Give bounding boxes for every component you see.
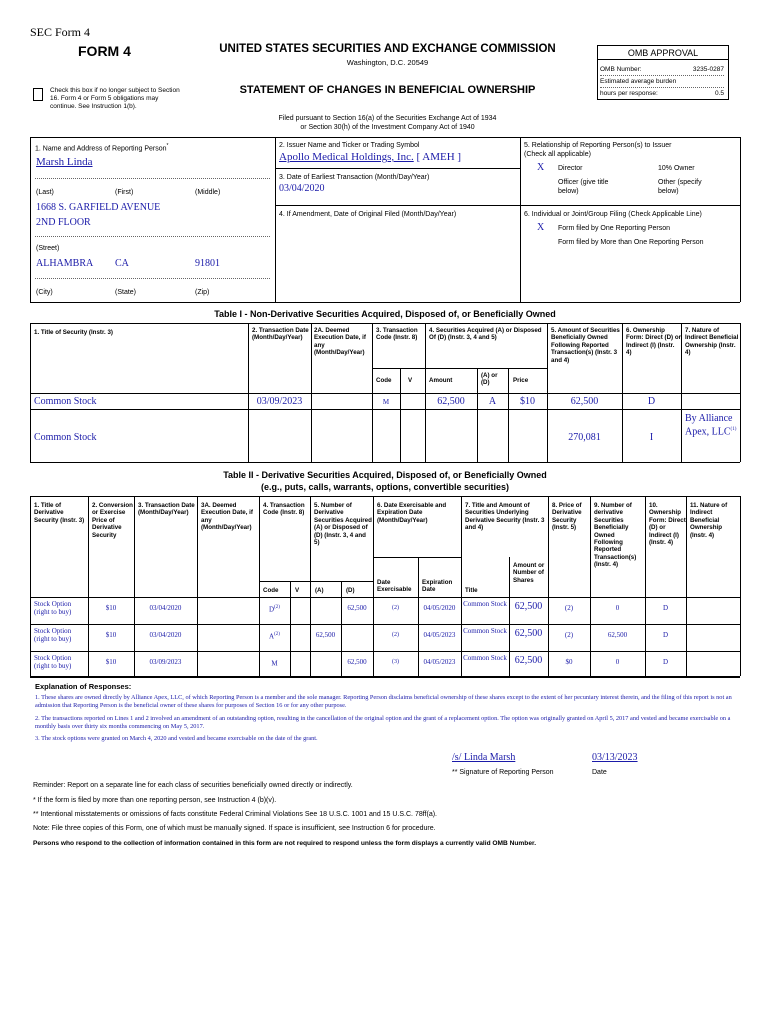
t2-row-price: (2) — [564, 631, 574, 639]
box5-label: 5. Relationship of Reporting Person(s) to Issuer — [524, 142, 672, 149]
t1-row2-owned: 270,081 — [568, 432, 601, 443]
t2-row-code-value: D — [269, 605, 275, 614]
t2-header-conversion: 2. Conversion or Exercise Price of Derivative Security — [92, 502, 133, 539]
table2-subtitle: (e.g., puts, calls, warrants, options, convertible securities) — [260, 482, 510, 492]
t1-row2-nature: By Alliance Apex, LLC$^{(1)}$ — [685, 413, 737, 438]
t2-row-title: Stock Option (right to buy) — [34, 654, 72, 670]
t1-header-deemed: 2A. Deemed Execution Date, if any (Month/Day/Year) — [314, 327, 366, 357]
omb-number-label: OMB Number: — [600, 66, 642, 73]
last-label: (Last) — [36, 189, 54, 196]
t2-row-form: D — [662, 604, 669, 612]
t2-row-code — [259, 604, 290, 613]
t1-row1-owned: 62,500 — [570, 396, 599, 407]
officer-label: Officer (give title below) — [558, 179, 609, 195]
box1-label: 1. Name and Address of Reporting Person* — [35, 143, 169, 153]
t2-row-owned: 0 — [615, 658, 620, 666]
t1-sub-price: Price — [513, 377, 529, 384]
filed-line-1: Filed pursuant to Section 16(a) of the Securities Exchange Act of 1934 — [278, 115, 497, 122]
t2-row-disposed: 62,500 — [347, 658, 367, 666]
signature: /s/ Linda Marsh — [452, 752, 516, 763]
street-line-2: 2ND FLOOR — [36, 217, 91, 228]
t2-row-date: 03/09/2023 — [149, 658, 182, 666]
t2-row-expiration: 04/05/2023 — [423, 658, 456, 666]
t2-header-underlying: 7. Title and Amount of Securities Underlying Derivative Security (Instr. 3 and 4) — [465, 502, 545, 532]
t2-sub-d: (D) — [346, 587, 355, 594]
t2-row-code-footnote: (2) — [274, 632, 280, 637]
table1-title: Table I - Non-Derivative Securities Acquired, Disposed of, or Beneficially Owned — [214, 309, 556, 319]
more-person-label: Form filed by More than One Reporting Person — [558, 239, 704, 246]
t2-row-owned: 62,500 — [607, 631, 628, 639]
form-title: FORM 4 — [78, 43, 131, 59]
state-label: (State) — [115, 289, 137, 296]
box3-label: 3. Date of Earliest Transaction (Month/Day/Year) — [279, 174, 430, 181]
t2-row-conversion: $10 — [105, 658, 117, 666]
city-label: (City) — [36, 289, 53, 296]
t1-sub-amount: Amount — [429, 377, 453, 384]
t2-row-exercisable: (3) — [392, 659, 399, 665]
t1-header-securities: 4. Securities Acquired (A) or Disposed Of (D) (Instr. 3, 4 and 5) — [429, 327, 542, 342]
box2-label: 2. Issuer Name and Ticker or Trading Symbol — [279, 142, 420, 149]
street-label: (Street) — [36, 245, 60, 252]
t1-row2-title: Common Stock — [34, 432, 97, 443]
t2-header-price: 8. Price of Derivative Security (Instr. 5) — [552, 502, 582, 532]
note-2: ** Intentional misstatements or omissions of facts constitute Federal Criminal Violations See 18 U.S.C. 1001 and 15 U.S.C. 78ff(a). — [33, 811, 437, 818]
t2-row-form: D — [662, 658, 669, 666]
t2-sub-title: Title — [465, 587, 478, 594]
t2-row-owned: 0 — [615, 604, 620, 612]
checkbox-text: Check this box if no longer subject to Section 16. Form 4 or Form 5 obligations may continue. See Instruction 1(b). — [50, 87, 180, 110]
middle-label: (Middle) — [195, 189, 221, 196]
t1-header-date: 2. Transaction Date (Month/Day/Year) — [252, 327, 309, 342]
t2-header-number: 5. Number of Derivative Securities Acquired (A) or Disposed of (D) (Instr. 3, 4 and 5) — [314, 502, 372, 547]
t2-row-code — [259, 658, 290, 667]
t2-row-title: Stock Option (right to buy) — [34, 627, 72, 643]
footnote-3: 3. The stock options were granted on March 4, 2020 and vested and became exercisable on the date of the grant. — [35, 735, 318, 742]
t2-row-expiration: 04/05/2020 — [423, 604, 456, 612]
street-line-1: 1668 S. GARFIELD AVENUE — [36, 202, 161, 213]
signature-date: 03/13/2023 — [592, 752, 638, 763]
t2-sub-expiration: Expiration Date — [422, 579, 453, 594]
t2-row-acquired: 62,500 — [315, 631, 336, 639]
t2-row-date: 03/04/2020 — [149, 604, 182, 612]
t2-sub-code: Code — [263, 587, 279, 594]
t2-header-exercisable: 6. Date Exercisable and Expiration Date (Month/Day/Year) — [377, 502, 447, 524]
omb-hours-value: 0.5 — [714, 90, 724, 97]
t2-sub-a: (A) — [315, 587, 324, 594]
signature-label: ** Signature of Reporting Person — [452, 769, 554, 776]
omb-hours-label: hours per response: — [600, 90, 658, 97]
omb-number-value: 3235-0287 — [692, 66, 724, 73]
explanation-title: Explanation of Responses: — [35, 682, 132, 691]
ten-pct-label: 10% Owner — [658, 165, 695, 172]
t2-row-underlying-amount: 62,500 — [514, 655, 543, 666]
t2-row-underlying-title: Common Stock — [463, 600, 507, 608]
reminder-note: Reminder: Report on a separate line for each class of securities beneficially owned directly or indirectly. — [33, 782, 353, 789]
first-label: (First) — [115, 189, 134, 196]
t2-header-code: 4. Transaction Code (Instr. 8) — [263, 502, 305, 517]
note-1: * If the form is filed by more than one reporting person, see Instruction 4 (b)(v). — [33, 797, 277, 804]
t2-row-exercisable: (2) — [392, 605, 399, 611]
t2-header-date: 3. Transaction Date (Month/Day/Year) — [138, 502, 195, 517]
t1-header-amount-owned: 5. Amount of Securities Beneficially Owned Following Reported Transaction(s) (Instr. 3 and 4) — [551, 327, 620, 364]
one-person-label: Form filed by One Reporting Person — [558, 225, 671, 232]
t1-header-form: 6. Ownership Form: Direct (D) or Indirect (I) (Instr. 4) — [626, 327, 682, 357]
footnote-2: 2. The transactions reported on Lines 1 and 2 involved an amendment of an outstanding option, resulting in the cancellation of the original option and the grant of a replacement option. The option was originally granted on April 5, 2017 and vested and became exercisable on a monthly basis over thirty six months commencing on May 5, 2017. — [35, 715, 731, 730]
t2-sub-exercisable: Date Exercisable — [377, 579, 412, 594]
t2-row-underlying-title: Common Stock — [463, 654, 507, 662]
t1-header-title: 1. Title of Security (Instr. 3) — [34, 329, 113, 336]
t2-header-owned: 9. Number of derivative Securities Beneficially Owned Following Reported Transaction(s) (Instr. 4) — [594, 502, 637, 569]
t2-header-deemed: 3A. Deemed Execution Date, if any (Month/Day/Year) — [201, 502, 253, 532]
t2-row-title: Stock Option (right to buy) — [34, 600, 72, 616]
zip-label: (Zip) — [195, 289, 210, 296]
t2-row-underlying-amount: 62,500 — [514, 628, 543, 639]
t1-row1-form: D — [647, 396, 656, 407]
table2-title: Table II - Derivative Securities Acquired, Disposed of, or Beneficially Owned — [223, 470, 547, 480]
one-person-check[interactable]: X — [537, 222, 545, 233]
t2-row-exercisable: (2) — [392, 632, 399, 638]
other-label: Other (specify below) — [658, 179, 702, 195]
omb-burden-label: Estimated average burden — [600, 78, 677, 85]
t1-header-nature: 7. Nature of Indirect Beneficial Ownership (Instr. 4) — [685, 327, 739, 357]
t1-sub-v: V — [408, 377, 413, 384]
t2-row-underlying-amount: 62,500 — [514, 601, 543, 612]
city-value: ALHAMBRA — [36, 258, 94, 269]
t1-row1-date: 03/09/2023 — [256, 396, 303, 407]
t1-row1-amount: 62,500 — [437, 396, 465, 407]
t2-sub-v: V — [295, 587, 300, 594]
t2-row-code-value: A — [269, 632, 275, 641]
t2-row-disposed: 62,500 — [347, 604, 367, 612]
t2-row-code-value: M — [271, 659, 278, 668]
t2-row-price: $0 — [565, 658, 573, 666]
footnote-1: 1. These shares are owned directly by Alliance Apex, LLC, of which Reporting Person is a member and the sole manager. Reporting Person disclaims beneficial ownership of these shares except to the extent of her pecuniary interest therein, and the filing of this report is not an admission that Reporting Person is the beneficial owner of these shares for purposes of Section 16 or for any other purpose. — [35, 694, 732, 709]
t2-row-expiration: 04/05/2023 — [423, 631, 456, 639]
state-value: CA — [115, 258, 129, 269]
box5-sublabel: (Check all applicable) — [524, 151, 591, 158]
director-label: Director — [558, 165, 583, 172]
filed-line-2: or Section 30(h) of the Investment Company Act of 1940 — [300, 124, 475, 131]
director-check[interactable]: X — [537, 162, 545, 173]
t1-sub-ad: (A) or (D) — [481, 372, 498, 387]
box4-label: 4. If Amendment, Date of Original Filed (Month/Day/Year) — [279, 211, 457, 218]
location: Washington, D.C. 20549 — [346, 58, 429, 67]
box6-label: 6. Individual or Joint/Group Filing (Check Applicable Line) — [524, 211, 702, 218]
omb-title: OMB APPROVAL — [597, 45, 729, 60]
statement-title: STATEMENT OF CHANGES IN BENEFICIAL OWNERSHIP — [239, 84, 536, 96]
t2-row-conversion: $10 — [105, 604, 117, 612]
t2-header-form: 10. Ownership Form: Direct (D) or Indirect (I) (Instr. 4) — [649, 502, 686, 547]
earliest-transaction-date: 03/04/2020 — [279, 183, 325, 194]
checkbox[interactable] — [33, 88, 43, 101]
t2-row-date: 03/04/2020 — [149, 631, 182, 639]
t2-header-nature: 11. Nature of Indirect Beneficial Ownership (Instr. 4) — [690, 502, 728, 539]
t1-row1-ad: A — [488, 396, 497, 407]
t2-row-price: (2) — [564, 604, 574, 612]
date-label: Date — [592, 769, 607, 776]
t2-row-underlying-title: Common Stock — [463, 627, 507, 635]
note-4: Persons who respond to the collection of information contained in this form are not required to respond unless the form displays a currently valid OMB Number. — [33, 840, 537, 847]
reporting-person-name: Marsh Linda — [36, 156, 93, 168]
t1-sub-code: Code — [376, 377, 392, 384]
form-label: SEC Form 4 — [30, 25, 91, 39]
zip-value: 91801 — [195, 258, 220, 269]
issuer-name: Apollo Medical Holdings, Inc. [ AMEH ] — [279, 151, 462, 163]
t1-row2-form: I — [649, 432, 654, 443]
t2-row-conversion: $10 — [105, 631, 117, 639]
note-3: Note: File three copies of this Form, one of which must be manually signed. If space is insufficient, see Instruction 6 for procedure. — [33, 825, 436, 832]
t2-row-code-footnote: (2) — [274, 605, 280, 610]
t2-row-form: D — [662, 631, 669, 639]
agency-title: UNITED STATES SECURITIES AND EXCHANGE COMMISSION — [219, 43, 556, 55]
t2-header-title: 1. Title of Derivative Security (Instr. 3) — [34, 502, 85, 524]
t1-header-code: 3. Transaction Code (Instr. 8) — [376, 327, 418, 342]
t1-row1-price: $10 — [520, 396, 535, 407]
t2-row-code — [259, 631, 290, 640]
t1-row1-code: M — [382, 398, 390, 406]
t1-row1-title: Common Stock — [34, 396, 97, 407]
t2-sub-amount: Amount or Number of Shares — [513, 562, 545, 584]
